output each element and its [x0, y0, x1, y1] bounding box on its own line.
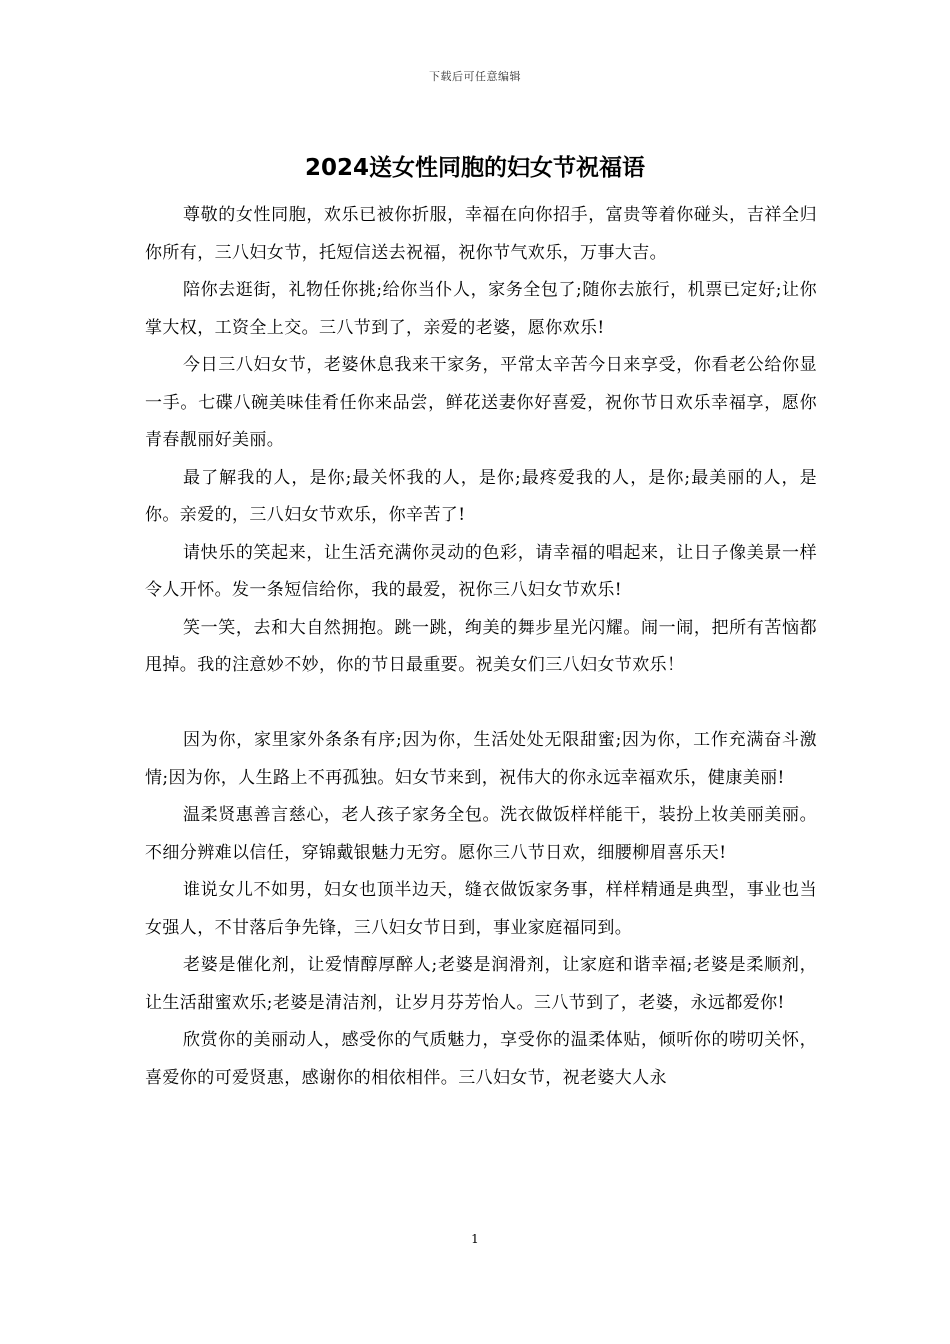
paragraph: 谁说女儿不如男，妇女也顶半边天，缝衣做饭家务事，样样精通是典型，事业也当女强人，不甘落后争先锋，三八妇女节日到，事业家庭福同到。: [145, 880, 817, 938]
page-number: 1: [471, 1232, 479, 1246]
paragraph: 温柔贤惠善言慈心，老人孩子家务全包。洗衣做饭样样能干，装扮上妆美丽美丽。不细分辨难以信任，穿锦戴银魅力无穷。愿你三八节日欢，细腰柳眉喜乐天!: [145, 805, 817, 863]
document-body: [145, 197, 817, 1097]
blank-line: [145, 685, 817, 723]
page-header: 下载后可任意编辑: [429, 70, 521, 83]
paragraph: 因为你，家里家外条条有序;因为你，生活处处无限甜蜜;因为你，工作充满奋斗激情;因为你，人生路上不再孤独。妇女节来到，祝伟大的你永远幸福欢乐，健康美丽!: [145, 730, 817, 788]
paragraph: 今日三八妇女节，老婆休息我来干家务，平常太辛苦今日来享受，你看老公给你显一手。七碟八碗美味佳肴任你来品尝，鲜花送妻你好喜爱，祝你节日欢乐幸福享，愿你青春靓丽好美丽。: [145, 355, 817, 450]
document-title: 2024送女性同胞的妇女节祝福语: [304, 155, 645, 181]
paragraph: 最了解我的人，是你;最关怀我的人，是你;最疼爱我的人，是你;最美丽的人，是你。亲爱的，三八妇女节欢乐，你辛苦了!: [145, 467, 817, 525]
paragraph: 老婆是催化剂，让爱情醇厚醉人;老婆是润滑剂，让家庭和谐幸福;老婆是柔顺剂，让生活甜蜜欢乐;老婆是清洁剂，让岁月芬芳怡人。三八节到了，老婆，永远都爱你!: [145, 955, 817, 1013]
paragraph: 尊敬的女性同胞，欢乐已被你折服，幸福在向你招手，富贵等着你碰头，吉祥全归你所有，三八妇女节，托短信送去祝福，祝你节气欢乐，万事大吉。: [145, 205, 817, 263]
paragraph: 陪你去逛街，礼物任你挑;给你当仆人，家务全包了;随你去旅行，机票已定好;让你掌大权，工资全上交。三八节到了，亲爱的老婆，愿你欢乐!: [145, 280, 817, 338]
paragraph: 请快乐的笑起来，让生活充满你灵动的色彩，请幸福的唱起来，让日子像美景一样令人开怀。发一条短信给你，我的最爱，祝你三八妇女节欢乐!: [145, 542, 817, 600]
paragraph: 笑一笑，去和大自然拥抱。跳一跳，绚美的舞步星光闪耀。闹一闹，把所有苦恼都甩掉。我的注意妙不妙，你的节日最重要。祝美女们三八妇女节欢乐！: [145, 617, 817, 675]
paragraph: 欣赏你的美丽动人，感受你的气质魅力，享受你的温柔体贴，倾听你的唠叨关怀，喜爱你的可爱贤惠，感谢你的相依相伴。三八妇女节，祝老婆大人永: [145, 1030, 817, 1088]
